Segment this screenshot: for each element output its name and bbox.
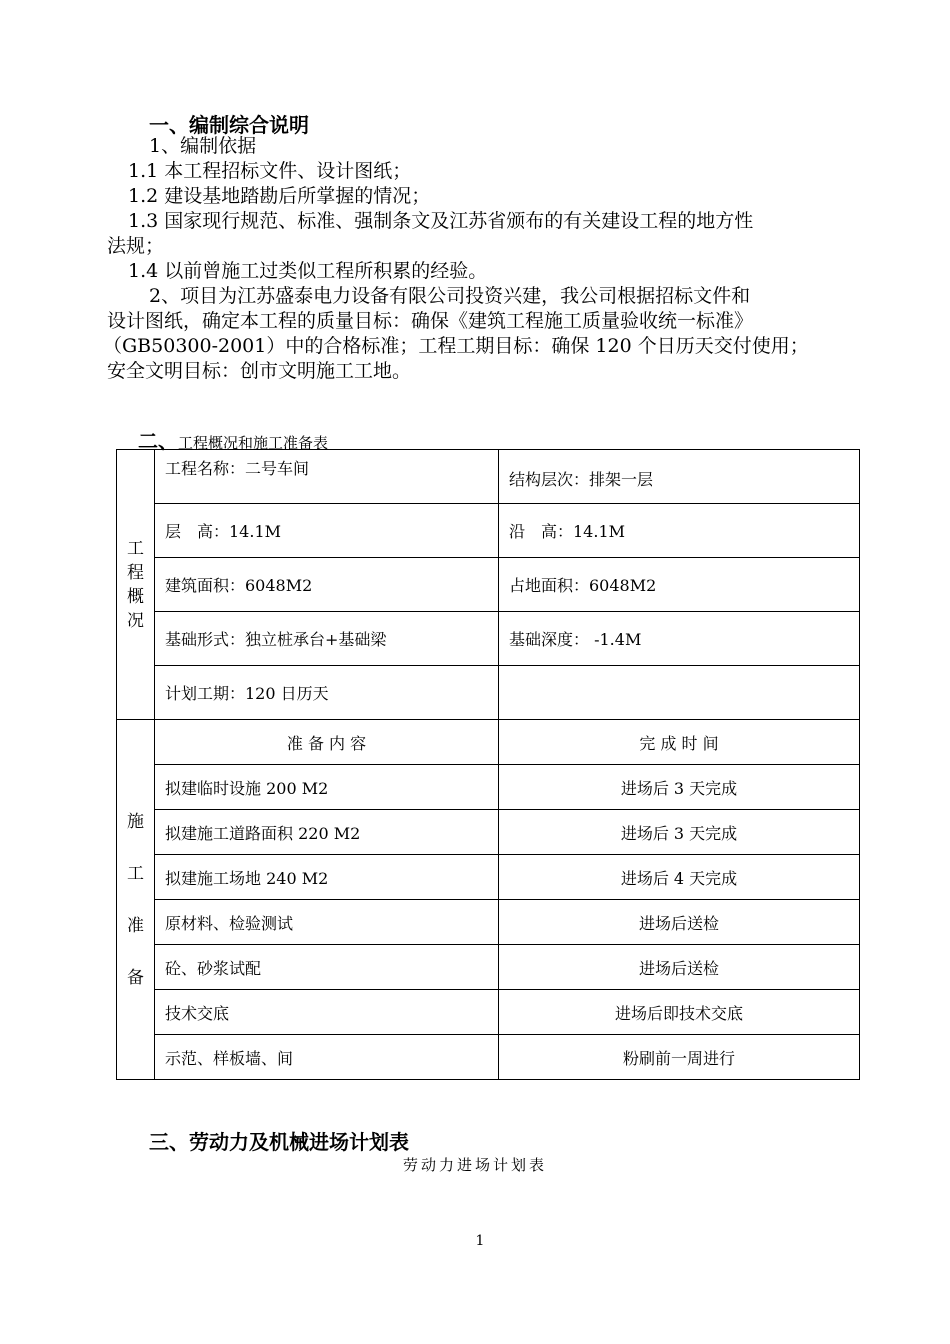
table-cell: 工程名称：二号车间	[155, 450, 499, 504]
table-header-cell: 完 成 时 间	[499, 720, 860, 765]
table-row	[117, 558, 860, 612]
table-cell: 拟建施工场地 240 M2	[155, 855, 499, 900]
section1-heading: 一、编制综合说明	[149, 113, 309, 137]
table-cell: 基础深度： -1.4M	[499, 612, 860, 666]
project-paragraph-line: （GB50300-2001）中的合格标准；工程工期目标：确保 120 个日历天交付使用；	[103, 335, 809, 357]
table-cell: 层 高：14.1M	[155, 504, 499, 558]
basis-item: 1.3 国家现行规范、标准、强制条文及江苏省颁布的有关建设工程的地方性	[128, 210, 754, 232]
basis-item: 1.4 以前曾施工过类似工程所积累的经验。	[128, 260, 488, 282]
table-cell: 拟建施工道路面积 220 M2	[155, 810, 499, 855]
table-header-cell: 准 备 内 容	[155, 720, 499, 765]
prep-side-label: 施 工 准 备	[117, 720, 155, 1080]
table-row	[117, 504, 860, 558]
table-row	[117, 720, 860, 765]
table-cell: 基础形式：独立桩承台+基础梁	[155, 612, 499, 666]
page-number: 1	[475, 1233, 485, 1249]
table-cell: 建筑面积：6048M2	[155, 558, 499, 612]
table-cell: 原材料、检验测试	[155, 900, 499, 945]
table-row	[117, 450, 860, 504]
project-paragraph-line: 2、项目为江苏盛泰电力设备有限公司投资兴建，我公司根据招标文件和	[149, 285, 751, 307]
table-cell: 进场后送检	[499, 900, 860, 945]
table-cell: 计划工期：120 日历天	[155, 666, 499, 720]
project-paragraph-line: 安全文明目标：创市文明施工工地。	[107, 360, 412, 382]
table-row	[117, 666, 860, 720]
basis-item: 1.2 建设基地踏勘后所掌握的情况；	[128, 185, 431, 207]
table-row	[117, 900, 860, 945]
table-cell: 砼、砂浆试配	[155, 945, 499, 990]
basis-item: 1.1 本工程招标文件、设计图纸；	[128, 160, 412, 182]
table-row	[117, 945, 860, 990]
table-cell: 进场后 4 天完成	[499, 855, 860, 900]
table-row	[117, 855, 860, 900]
table-cell: 拟建临时设施 200 M2	[155, 765, 499, 810]
basis-item: 法规；	[107, 235, 165, 257]
table-cell: 示范、样板墙、间	[155, 1035, 499, 1080]
table-cell: 进场后即技术交底	[499, 990, 860, 1035]
section3-subtitle: 劳动力进场计划表	[402, 1156, 547, 1174]
table-row	[117, 765, 860, 810]
section1-sub1: 1、编制依据	[149, 135, 257, 157]
overview-prep-table	[116, 449, 860, 1080]
table-row	[117, 810, 860, 855]
section2-heading-title: 工程概况和施工准备表	[178, 434, 329, 452]
table-row	[117, 1035, 860, 1080]
table-row	[117, 990, 860, 1035]
section2-heading-prefix: 二、	[138, 429, 178, 453]
table-cell: 进场后 3 天完成	[499, 765, 860, 810]
table-cell	[499, 666, 860, 720]
table-cell: 进场后送检	[499, 945, 860, 990]
table-cell: 进场后 3 天完成	[499, 810, 860, 855]
overview-side-label: 工 程 概 况	[117, 450, 155, 720]
table-cell: 技术交底	[155, 990, 499, 1035]
section3-heading: 三、劳动力及机械进场计划表	[149, 1130, 409, 1154]
table-cell: 沿 高：14.1M	[499, 504, 860, 558]
table-row	[117, 612, 860, 666]
table-cell: 粉刷前一周进行	[499, 1035, 860, 1080]
project-paragraph-line: 设计图纸，确定本工程的质量目标：确保《建筑工程施工质量验收统一标准》	[107, 310, 754, 332]
table-cell: 占地面积：6048M2	[499, 558, 860, 612]
table-cell: 结构层次：排架一层	[499, 450, 860, 504]
